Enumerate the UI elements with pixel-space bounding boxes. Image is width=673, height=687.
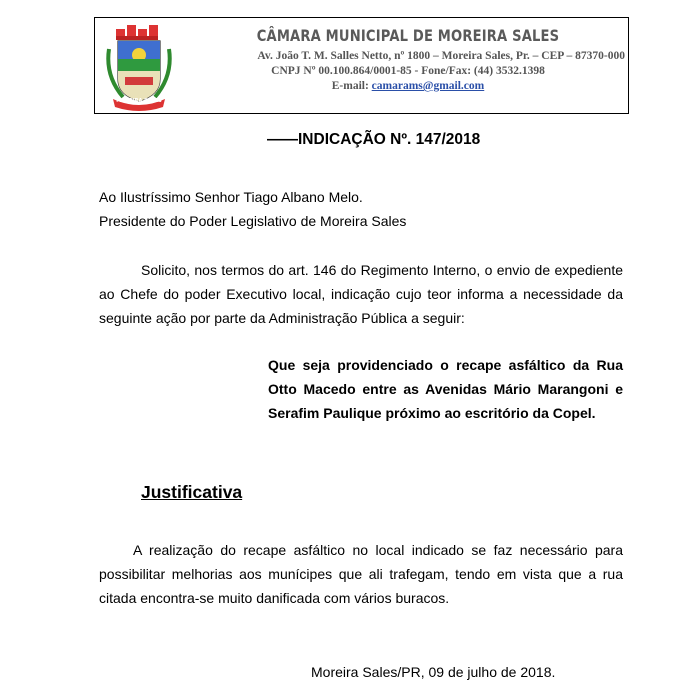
recipient-name: Ao Ilustríssimo Senhor Tiago Albano Melo. [99, 189, 363, 205]
request-paragraph: Que seja providenciado o recape asfáltico da Rua Otto Macedo entre as Avenidas Mário Marangoni e Serafim Paulique próximo ao escritório da Copel. [268, 357, 623, 421]
recipient-role: Presidente do Poder Legislativo de Moreira Sales [99, 213, 407, 229]
institution-cnpj-phone: CNPJ Nº 00.100.864/0001-85 - Fone/Fax: (44) 3532.1398 [271, 65, 545, 77]
institution-address: Av. João T. M. Salles Netto, nº 1800 – Moreira Sales, Pr. – CEP – 87370-000 [257, 50, 625, 62]
document-title: ——INDICAÇÃO Nº. 147/2018 [267, 131, 481, 148]
document-date: Moreira Sales/PR, 09 de julho de 2018. [311, 664, 556, 680]
justification-heading: Justificativa [141, 482, 243, 502]
letterhead [94, 17, 629, 114]
justification-paragraph: A realização do recape asfáltico no local indicado se faz necessário para possibilitar melhorias aos munícipes que ali trafegam, tendo em vista que a rua citada encontra-se muito danificada com vários buracos. [99, 542, 623, 606]
body-paragraph: Solicito, nos termos do art. 146 do Regimento Interno, o envio de expediente ao Chefe do poder Executivo local, indicação cujo teor informa a necessidade da seguinte ação por parte da Administração Pública a seguir: [99, 262, 623, 326]
crest-banner-text: MOREIRA SALES [116, 98, 162, 104]
email-link[interactable]: camarams@gmail.com [371, 80, 485, 92]
email-label: E-mail: [331, 80, 369, 92]
institution-name: CÂMARA MUNICIPAL DE MOREIRA SALES [256, 26, 560, 45]
institution-email [191, 79, 625, 94]
